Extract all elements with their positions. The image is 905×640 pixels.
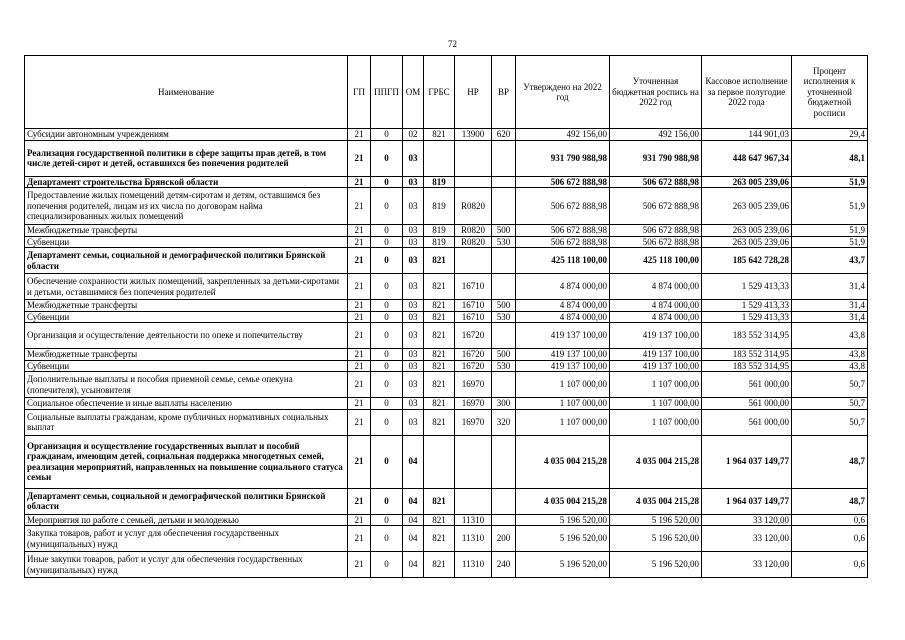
- table-row: [25, 129, 868, 141]
- cell-ppgp: 0: [371, 300, 403, 312]
- cell-ppgp: 0: [371, 435, 403, 488]
- cell-grbs: 821: [424, 552, 455, 578]
- cell-np: 16710: [455, 300, 492, 312]
- table-row: [25, 300, 868, 312]
- cell-vr: [492, 514, 516, 526]
- table-row: [25, 514, 868, 526]
- cell-cash: 263 005 239,06: [702, 236, 792, 248]
- cell-vr: 240: [492, 552, 516, 578]
- cell-np: [455, 435, 492, 488]
- cell-vr: [492, 488, 516, 514]
- cell-cash: 561 000,00: [702, 372, 792, 398]
- table-row: [25, 409, 868, 435]
- header-cash: Кассовое исполнение за первое полугодие 2022 года: [702, 56, 792, 129]
- cell-gp: 21: [348, 372, 371, 398]
- cell-refined: 506 672 888,98: [610, 225, 702, 237]
- cell-gp: 21: [348, 514, 371, 526]
- cell-ppgp: 0: [371, 311, 403, 323]
- cell-np: 16970: [455, 409, 492, 435]
- cell-refined: 419 137 100,00: [610, 323, 702, 349]
- cell-percent: 31,4: [792, 274, 868, 300]
- cell-gp: 21: [348, 526, 371, 552]
- cell-om: 03: [403, 225, 424, 237]
- cell-om: 03: [403, 188, 424, 225]
- cell-cash: 561 000,00: [702, 398, 792, 410]
- cell-gp: 21: [348, 188, 371, 225]
- cell-percent: 43,8: [792, 349, 868, 361]
- cell-name: Мероприятия по работе с семьей, детьми и молодежью: [25, 514, 348, 526]
- table-row: [25, 176, 868, 188]
- cell-grbs: 819: [424, 225, 455, 237]
- table-row: [25, 398, 868, 410]
- cell-ppgp: 0: [371, 526, 403, 552]
- header-gp: ГП: [348, 56, 371, 129]
- header-percent: Процент исполнения к уточненной бюджетной росписи: [792, 56, 868, 129]
- cell-refined: 4 874 000,00: [610, 274, 702, 300]
- cell-om: 04: [403, 488, 424, 514]
- table-row: [25, 526, 868, 552]
- cell-percent: 51,9: [792, 176, 868, 188]
- cell-approved: 1 107 000,00: [516, 372, 610, 398]
- cell-approved: 5 196 520,00: [516, 514, 610, 526]
- cell-approved: 506 672 888,98: [516, 176, 610, 188]
- budget-table: [24, 55, 868, 578]
- cell-cash: 263 005 239,06: [702, 188, 792, 225]
- cell-cash: 1 529 413,33: [702, 274, 792, 300]
- cell-refined: 506 672 888,98: [610, 176, 702, 188]
- cell-approved: 419 137 100,00: [516, 349, 610, 361]
- cell-gp: 21: [348, 488, 371, 514]
- cell-refined: 425 118 100,00: [610, 248, 702, 274]
- cell-refined: 1 107 000,00: [610, 398, 702, 410]
- cell-name: Департамент семьи, социальной и демографической политики Брянской области: [25, 488, 348, 514]
- cell-cash: 561 000,00: [702, 409, 792, 435]
- cell-vr: 620: [492, 129, 516, 141]
- cell-vr: 200: [492, 526, 516, 552]
- header-name: Наименование: [25, 56, 348, 129]
- cell-np: [455, 248, 492, 274]
- cell-refined: 506 672 888,98: [610, 236, 702, 248]
- cell-percent: 0,6: [792, 552, 868, 578]
- cell-grbs: 819: [424, 176, 455, 188]
- cell-vr: [492, 248, 516, 274]
- cell-grbs: 821: [424, 488, 455, 514]
- cell-approved: 506 672 888,98: [516, 236, 610, 248]
- header-np: НР: [455, 56, 492, 129]
- cell-ppgp: 0: [371, 349, 403, 361]
- cell-percent: 51,9: [792, 225, 868, 237]
- cell-cash: 1 529 413,33: [702, 311, 792, 323]
- cell-np: R0820: [455, 225, 492, 237]
- cell-om: 03: [403, 300, 424, 312]
- cell-cash: 183 552 314,95: [702, 349, 792, 361]
- cell-cash: 183 552 314,95: [702, 323, 792, 349]
- cell-np: 16710: [455, 274, 492, 300]
- cell-percent: 31,4: [792, 300, 868, 312]
- cell-percent: 0,6: [792, 526, 868, 552]
- cell-gp: 21: [348, 323, 371, 349]
- cell-ppgp: 0: [371, 225, 403, 237]
- cell-refined: 5 196 520,00: [610, 552, 702, 578]
- cell-om: 04: [403, 552, 424, 578]
- cell-np: R0820: [455, 236, 492, 248]
- cell-om: 03: [403, 274, 424, 300]
- cell-grbs: 821: [424, 300, 455, 312]
- cell-vr: [492, 323, 516, 349]
- cell-refined: 4 874 000,00: [610, 300, 702, 312]
- cell-name: Дополнительные выплаты и пособия приемной семье, семье опекуна (попечителя), усыновителя: [25, 372, 348, 398]
- cell-refined: 1 107 000,00: [610, 409, 702, 435]
- cell-name: Субвенции: [25, 360, 348, 372]
- cell-approved: 931 790 988,98: [516, 140, 610, 176]
- cell-grbs: 821: [424, 409, 455, 435]
- cell-refined: 1 107 000,00: [610, 372, 702, 398]
- cell-refined: 419 137 100,00: [610, 360, 702, 372]
- cell-vr: [492, 188, 516, 225]
- cell-gp: 21: [348, 409, 371, 435]
- cell-np: 16710: [455, 311, 492, 323]
- cell-percent: 43,7: [792, 248, 868, 274]
- cell-name: Обеспечение сохранности жилых помещений, закрепленных за детьми-сиротами и детьми, оставшимися без попечения родителей: [25, 274, 348, 300]
- cell-grbs: 821: [424, 349, 455, 361]
- table-row: [25, 140, 868, 176]
- cell-name: Субсидии автономным учреждениям: [25, 129, 348, 141]
- cell-refined: 492 156,00: [610, 129, 702, 141]
- cell-refined: 506 672 888,98: [610, 188, 702, 225]
- cell-cash: 144 901,03: [702, 129, 792, 141]
- cell-approved: 492 156,00: [516, 129, 610, 141]
- cell-grbs: 821: [424, 129, 455, 141]
- cell-grbs: 821: [424, 398, 455, 410]
- cell-ppgp: 0: [371, 488, 403, 514]
- page-number: 72: [448, 39, 457, 49]
- cell-name: Закупка товаров, работ и услуг для обеспечения государственных (муниципальных) нужд: [25, 526, 348, 552]
- cell-grbs: 819: [424, 188, 455, 225]
- cell-gp: 21: [348, 360, 371, 372]
- cell-percent: 31,4: [792, 311, 868, 323]
- cell-approved: 506 672 888,98: [516, 188, 610, 225]
- table-row: [25, 435, 868, 488]
- cell-grbs: [424, 140, 455, 176]
- cell-vr: 500: [492, 225, 516, 237]
- cell-np: [455, 176, 492, 188]
- cell-om: 03: [403, 323, 424, 349]
- cell-om: 03: [403, 140, 424, 176]
- cell-percent: 50,7: [792, 372, 868, 398]
- cell-cash: 263 005 239,06: [702, 225, 792, 237]
- cell-vr: 320: [492, 409, 516, 435]
- cell-ppgp: 0: [371, 323, 403, 349]
- cell-om: 04: [403, 435, 424, 488]
- cell-om: 03: [403, 176, 424, 188]
- cell-gp: 21: [348, 236, 371, 248]
- cell-om: 03: [403, 360, 424, 372]
- cell-vr: 530: [492, 236, 516, 248]
- cell-refined: 4 035 004 215,28: [610, 488, 702, 514]
- header-row: [25, 56, 868, 129]
- table-row: [25, 274, 868, 300]
- cell-grbs: 819: [424, 236, 455, 248]
- cell-approved: 4 035 004 215,28: [516, 435, 610, 488]
- cell-ppgp: 0: [371, 140, 403, 176]
- cell-np: 16970: [455, 398, 492, 410]
- cell-gp: 21: [348, 300, 371, 312]
- cell-vr: [492, 274, 516, 300]
- cell-vr: [492, 435, 516, 488]
- cell-vr: [492, 372, 516, 398]
- table-row: [25, 236, 868, 248]
- cell-approved: 1 107 000,00: [516, 398, 610, 410]
- cell-name: Иные закупки товаров, работ и услуг для обеспечения государственных (муниципальных) нужд: [25, 552, 348, 578]
- cell-name: Субвенции: [25, 236, 348, 248]
- cell-vr: 530: [492, 360, 516, 372]
- cell-grbs: 821: [424, 311, 455, 323]
- cell-approved: 4 874 000,00: [516, 274, 610, 300]
- cell-grbs: 821: [424, 514, 455, 526]
- cell-refined: 4 874 000,00: [610, 311, 702, 323]
- cell-ppgp: 0: [371, 129, 403, 141]
- cell-refined: 419 137 100,00: [610, 349, 702, 361]
- cell-gp: 21: [348, 349, 371, 361]
- cell-approved: 506 672 888,98: [516, 225, 610, 237]
- cell-refined: 4 035 004 215,28: [610, 435, 702, 488]
- table-row: [25, 188, 868, 225]
- cell-name: Организация и осуществление государственных выплат и пособий гражданам, имеющим детей, социальная поддержка многодетных семей, реализация мероприятий, направленных на повышение социального статуса семьи: [25, 435, 348, 488]
- table-body: [25, 129, 868, 578]
- cell-ppgp: 0: [371, 514, 403, 526]
- cell-name: Межбюджетные трансферты: [25, 225, 348, 237]
- cell-refined: 5 196 520,00: [610, 514, 702, 526]
- cell-om: 04: [403, 526, 424, 552]
- cell-ppgp: 0: [371, 360, 403, 372]
- cell-approved: 5 196 520,00: [516, 526, 610, 552]
- header-approved: Утверждено на 2022 год: [516, 56, 610, 129]
- table-row: [25, 488, 868, 514]
- cell-percent: 51,9: [792, 188, 868, 225]
- table-row: [25, 323, 868, 349]
- cell-name: Межбюджетные трансферты: [25, 349, 348, 361]
- header-refined: Уточненная бюджетная роспись на 2022 год: [610, 56, 702, 129]
- cell-vr: 530: [492, 311, 516, 323]
- cell-om: 03: [403, 398, 424, 410]
- cell-cash: 33 120,00: [702, 526, 792, 552]
- cell-grbs: 821: [424, 526, 455, 552]
- cell-ppgp: 0: [371, 274, 403, 300]
- cell-ppgp: 0: [371, 176, 403, 188]
- cell-om: 02: [403, 129, 424, 141]
- header-ppgp: ППГП: [371, 56, 403, 129]
- cell-name: Департамент строительства Брянской области: [25, 176, 348, 188]
- cell-name: Социальные выплаты гражданам, кроме публичных нормативных социальных выплат: [25, 409, 348, 435]
- cell-percent: 43,8: [792, 360, 868, 372]
- cell-np: 16720: [455, 323, 492, 349]
- cell-ppgp: 0: [371, 409, 403, 435]
- cell-np: 13900: [455, 129, 492, 141]
- table-row: [25, 349, 868, 361]
- cell-vr: 500: [492, 300, 516, 312]
- cell-cash: 185 642 728,28: [702, 248, 792, 274]
- cell-om: 03: [403, 349, 424, 361]
- cell-refined: 5 196 520,00: [610, 526, 702, 552]
- cell-vr: 300: [492, 398, 516, 410]
- cell-name: Организация и осуществление деятельности по опеке и попечительству: [25, 323, 348, 349]
- cell-percent: 51,9: [792, 236, 868, 248]
- cell-cash: 33 120,00: [702, 514, 792, 526]
- cell-np: 16720: [455, 349, 492, 361]
- cell-gp: 21: [348, 248, 371, 274]
- cell-ppgp: 0: [371, 398, 403, 410]
- cell-approved: 419 137 100,00: [516, 360, 610, 372]
- cell-gp: 21: [348, 552, 371, 578]
- cell-np: R0820: [455, 188, 492, 225]
- cell-percent: 50,7: [792, 398, 868, 410]
- cell-gp: 21: [348, 274, 371, 300]
- cell-approved: 4 035 004 215,28: [516, 488, 610, 514]
- cell-gp: 21: [348, 140, 371, 176]
- cell-cash: 33 120,00: [702, 552, 792, 578]
- cell-approved: 5 196 520,00: [516, 552, 610, 578]
- cell-grbs: 821: [424, 274, 455, 300]
- header-om: ОМ: [403, 56, 424, 129]
- cell-vr: 500: [492, 349, 516, 361]
- cell-percent: 50,7: [792, 409, 868, 435]
- table-row: [25, 311, 868, 323]
- cell-cash: 1 964 037 149,77: [702, 435, 792, 488]
- cell-grbs: 821: [424, 323, 455, 349]
- cell-percent: 48,1: [792, 140, 868, 176]
- cell-refined: 931 790 988,98: [610, 140, 702, 176]
- cell-om: 03: [403, 248, 424, 274]
- table-row: [25, 248, 868, 274]
- cell-approved: 4 874 000,00: [516, 300, 610, 312]
- cell-om: 03: [403, 311, 424, 323]
- cell-cash: 448 647 967,34: [702, 140, 792, 176]
- cell-ppgp: 0: [371, 372, 403, 398]
- cell-np: 16720: [455, 360, 492, 372]
- cell-grbs: [424, 435, 455, 488]
- cell-percent: 48,7: [792, 488, 868, 514]
- cell-name: Социальное обеспечение и иные выплаты населению: [25, 398, 348, 410]
- cell-ppgp: 0: [371, 552, 403, 578]
- cell-cash: 183 552 314,95: [702, 360, 792, 372]
- cell-vr: [492, 176, 516, 188]
- cell-gp: 21: [348, 311, 371, 323]
- table-row: [25, 225, 868, 237]
- cell-np: 11310: [455, 514, 492, 526]
- cell-cash: 263 005 239,06: [702, 176, 792, 188]
- cell-np: 16970: [455, 372, 492, 398]
- cell-om: 04: [403, 514, 424, 526]
- cell-gp: 21: [348, 225, 371, 237]
- cell-percent: 48,7: [792, 435, 868, 488]
- cell-name: Межбюджетные трансферты: [25, 300, 348, 312]
- cell-name: Департамент семьи, социальной и демографической политики Брянской области: [25, 248, 348, 274]
- cell-vr: [492, 140, 516, 176]
- cell-ppgp: 0: [371, 188, 403, 225]
- cell-gp: 21: [348, 398, 371, 410]
- cell-cash: 1 964 037 149,77: [702, 488, 792, 514]
- cell-np: [455, 488, 492, 514]
- cell-approved: 425 118 100,00: [516, 248, 610, 274]
- cell-name: Предоставление жилых помещений детям-сиротам и детям, оставшимся без попечения родителей, лицам из их числа по договорам найма специализированных жилых помещений: [25, 188, 348, 225]
- cell-cash: 1 529 413,33: [702, 300, 792, 312]
- cell-ppgp: 0: [371, 248, 403, 274]
- cell-name: Субвенции: [25, 311, 348, 323]
- cell-approved: 1 107 000,00: [516, 409, 610, 435]
- header-grbs: ГРБС: [424, 56, 455, 129]
- cell-gp: 21: [348, 176, 371, 188]
- cell-name: Реализация государственной политики в сфере защиты прав детей, в том числе детей-сирот и детей, оставшихся без попечения родителей: [25, 140, 348, 176]
- cell-np: 11310: [455, 526, 492, 552]
- table-row: [25, 372, 868, 398]
- cell-approved: 419 137 100,00: [516, 323, 610, 349]
- table-row: [25, 552, 868, 578]
- cell-gp: 21: [348, 129, 371, 141]
- cell-gp: 21: [348, 435, 371, 488]
- cell-om: 03: [403, 409, 424, 435]
- cell-percent: 43,8: [792, 323, 868, 349]
- cell-np: [455, 140, 492, 176]
- cell-grbs: 821: [424, 360, 455, 372]
- cell-om: 03: [403, 372, 424, 398]
- header-vr: ВР: [492, 56, 516, 129]
- cell-om: 03: [403, 236, 424, 248]
- cell-ppgp: 0: [371, 236, 403, 248]
- cell-percent: 0,6: [792, 514, 868, 526]
- cell-grbs: 821: [424, 372, 455, 398]
- cell-grbs: 821: [424, 248, 455, 274]
- table-row: [25, 360, 868, 372]
- cell-np: 11310: [455, 552, 492, 578]
- cell-percent: 29,4: [792, 129, 868, 141]
- cell-approved: 4 874 000,00: [516, 311, 610, 323]
